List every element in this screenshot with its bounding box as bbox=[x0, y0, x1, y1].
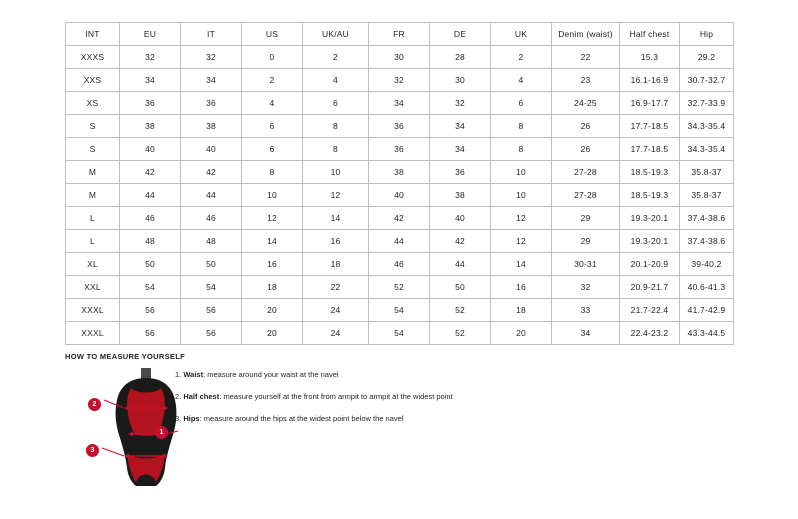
instruction-half-chest-number: 2. bbox=[175, 392, 184, 401]
cell-uk-au: 22 bbox=[303, 276, 369, 299]
cell-int: S bbox=[66, 138, 120, 161]
cell-uk: 6 bbox=[491, 92, 552, 115]
cell-eu: 56 bbox=[120, 299, 181, 322]
cell-hip: 37.4-38.6 bbox=[680, 207, 734, 230]
cell-eu: 34 bbox=[120, 69, 181, 92]
cell-denim-waist: 27-28 bbox=[552, 161, 620, 184]
column-header-half-chest: Half chest bbox=[620, 23, 680, 46]
cell-eu: 50 bbox=[120, 253, 181, 276]
cell-uk-au: 24 bbox=[303, 322, 369, 345]
cell-fr: 36 bbox=[369, 138, 430, 161]
cell-it: 56 bbox=[181, 322, 242, 345]
cell-de: 32 bbox=[430, 92, 491, 115]
cell-eu: 44 bbox=[120, 184, 181, 207]
column-header-uk-au: UK/AU bbox=[303, 23, 369, 46]
cell-half-chest: 20.9-21.7 bbox=[620, 276, 680, 299]
cell-half-chest: 19.3-20.1 bbox=[620, 207, 680, 230]
cell-de: 28 bbox=[430, 46, 491, 69]
cell-uk-au: 18 bbox=[303, 253, 369, 276]
table-row bbox=[66, 230, 734, 253]
cell-de: 52 bbox=[430, 299, 491, 322]
cell-hip: 29.2 bbox=[680, 46, 734, 69]
cell-int: XXXL bbox=[66, 322, 120, 345]
cell-uk-au: 10 bbox=[303, 161, 369, 184]
cell-eu: 40 bbox=[120, 138, 181, 161]
cell-denim-waist: 34 bbox=[552, 322, 620, 345]
cell-eu: 36 bbox=[120, 92, 181, 115]
cell-de: 52 bbox=[430, 322, 491, 345]
column-header-hip: Hip bbox=[680, 23, 734, 46]
cell-half-chest: 17.7-18.5 bbox=[620, 115, 680, 138]
cell-us: 18 bbox=[242, 276, 303, 299]
instruction-waist-number: 1. bbox=[175, 370, 184, 379]
cell-fr: 32 bbox=[369, 69, 430, 92]
table-row bbox=[66, 322, 734, 345]
cell-uk-au: 16 bbox=[303, 230, 369, 253]
marker-3: 3 bbox=[86, 444, 99, 457]
cell-uk: 4 bbox=[491, 69, 552, 92]
cell-us: 6 bbox=[242, 138, 303, 161]
table-row bbox=[66, 46, 734, 69]
cell-fr: 46 bbox=[369, 253, 430, 276]
cell-half-chest: 21.7-22.4 bbox=[620, 299, 680, 322]
cell-uk-au: 8 bbox=[303, 115, 369, 138]
size-chart-table bbox=[65, 22, 734, 345]
how-to-measure-heading: HOW TO MEASURE YOURSELF bbox=[65, 352, 185, 361]
cell-fr: 34 bbox=[369, 92, 430, 115]
column-header-it: IT bbox=[181, 23, 242, 46]
cell-it: 36 bbox=[181, 92, 242, 115]
cell-eu: 46 bbox=[120, 207, 181, 230]
cell-uk-au: 6 bbox=[303, 92, 369, 115]
cell-de: 40 bbox=[430, 207, 491, 230]
cell-it: 40 bbox=[181, 138, 242, 161]
cell-hip: 41.7-42.9 bbox=[680, 299, 734, 322]
table-row bbox=[66, 207, 734, 230]
cell-uk: 8 bbox=[491, 138, 552, 161]
cell-half-chest: 18.5-19.3 bbox=[620, 184, 680, 207]
cell-hip: 43.3-44.5 bbox=[680, 322, 734, 345]
cell-fr: 54 bbox=[369, 299, 430, 322]
cell-fr: 42 bbox=[369, 207, 430, 230]
cell-de: 44 bbox=[430, 253, 491, 276]
cell-half-chest: 16.9-17.7 bbox=[620, 92, 680, 115]
cell-hip: 35.8-37 bbox=[680, 161, 734, 184]
cell-uk-au: 12 bbox=[303, 184, 369, 207]
size-chart-table-wrapper bbox=[65, 22, 733, 345]
cell-hip: 34.3-35.4 bbox=[680, 138, 734, 161]
table-row bbox=[66, 115, 734, 138]
marker-2: 2 bbox=[88, 398, 101, 411]
cell-uk-au: 14 bbox=[303, 207, 369, 230]
instruction-hips-number: 3. bbox=[175, 414, 184, 423]
measurement-instructions bbox=[175, 370, 575, 436]
table-row bbox=[66, 138, 734, 161]
cell-half-chest: 18.5-19.3 bbox=[620, 161, 680, 184]
cell-denim-waist: 32 bbox=[552, 276, 620, 299]
column-header-de: DE bbox=[430, 23, 491, 46]
marker-1: 1 bbox=[155, 426, 168, 439]
cell-it: 34 bbox=[181, 69, 242, 92]
cell-uk: 12 bbox=[491, 230, 552, 253]
cell-fr: 30 bbox=[369, 46, 430, 69]
cell-int: XXL bbox=[66, 276, 120, 299]
cell-it: 48 bbox=[181, 230, 242, 253]
cell-uk: 18 bbox=[491, 299, 552, 322]
cell-half-chest: 17.7-18.5 bbox=[620, 138, 680, 161]
cell-denim-waist: 26 bbox=[552, 115, 620, 138]
cell-denim-waist: 30-31 bbox=[552, 253, 620, 276]
cell-it: 54 bbox=[181, 276, 242, 299]
cell-eu: 38 bbox=[120, 115, 181, 138]
cell-fr: 36 bbox=[369, 115, 430, 138]
instruction-waist-text: : measure around your waist at the navel bbox=[203, 370, 339, 379]
column-header-fr: FR bbox=[369, 23, 430, 46]
cell-hip: 32.7-33.9 bbox=[680, 92, 734, 115]
cell-de: 34 bbox=[430, 115, 491, 138]
cell-it: 44 bbox=[181, 184, 242, 207]
cell-int: XXXL bbox=[66, 299, 120, 322]
instruction-half-chest bbox=[175, 392, 575, 401]
table-row bbox=[66, 276, 734, 299]
cell-de: 38 bbox=[430, 184, 491, 207]
cell-it: 56 bbox=[181, 299, 242, 322]
cell-half-chest: 19.3-20.1 bbox=[620, 230, 680, 253]
cell-hip: 30.7-32.7 bbox=[680, 69, 734, 92]
cell-half-chest: 16.1-16.9 bbox=[620, 69, 680, 92]
cell-eu: 56 bbox=[120, 322, 181, 345]
instruction-half-chest-term: Half chest bbox=[183, 392, 220, 401]
cell-denim-waist: 29 bbox=[552, 207, 620, 230]
cell-denim-waist: 33 bbox=[552, 299, 620, 322]
column-header-denim-waist: Denim (waist) bbox=[552, 23, 620, 46]
cell-eu: 48 bbox=[120, 230, 181, 253]
cell-denim-waist: 27-28 bbox=[552, 184, 620, 207]
cell-hip: 35.8-37 bbox=[680, 184, 734, 207]
column-header-int: INT bbox=[66, 23, 120, 46]
cell-denim-waist: 26 bbox=[552, 138, 620, 161]
cell-hip: 37.4-38.6 bbox=[680, 230, 734, 253]
cell-it: 32 bbox=[181, 46, 242, 69]
cell-it: 46 bbox=[181, 207, 242, 230]
cell-uk: 8 bbox=[491, 115, 552, 138]
cell-int: XS bbox=[66, 92, 120, 115]
column-header-us: US bbox=[242, 23, 303, 46]
cell-us: 6 bbox=[242, 115, 303, 138]
cell-de: 50 bbox=[430, 276, 491, 299]
cell-us: 2 bbox=[242, 69, 303, 92]
cell-de: 30 bbox=[430, 69, 491, 92]
cell-de: 34 bbox=[430, 138, 491, 161]
cell-us: 10 bbox=[242, 184, 303, 207]
cell-it: 38 bbox=[181, 115, 242, 138]
cell-denim-waist: 29 bbox=[552, 230, 620, 253]
table-row bbox=[66, 92, 734, 115]
cell-denim-waist: 22 bbox=[552, 46, 620, 69]
instruction-hips-term: Hips bbox=[183, 414, 200, 423]
cell-int: XXS bbox=[66, 69, 120, 92]
cell-it: 50 bbox=[181, 253, 242, 276]
cell-us: 0 bbox=[242, 46, 303, 69]
cell-us: 8 bbox=[242, 161, 303, 184]
cell-half-chest: 15.3 bbox=[620, 46, 680, 69]
cell-hip: 34.3-35.4 bbox=[680, 115, 734, 138]
cell-us: 16 bbox=[242, 253, 303, 276]
cell-uk: 20 bbox=[491, 322, 552, 345]
cell-uk-au: 8 bbox=[303, 138, 369, 161]
cell-half-chest: 20.1-20.9 bbox=[620, 253, 680, 276]
cell-eu: 32 bbox=[120, 46, 181, 69]
cell-de: 36 bbox=[430, 161, 491, 184]
column-header-eu: EU bbox=[120, 23, 181, 46]
cell-uk: 12 bbox=[491, 207, 552, 230]
cell-uk: 14 bbox=[491, 253, 552, 276]
cell-eu: 54 bbox=[120, 276, 181, 299]
cell-denim-waist: 23 bbox=[552, 69, 620, 92]
cell-uk-au: 2 bbox=[303, 46, 369, 69]
cell-int: M bbox=[66, 184, 120, 207]
table-row bbox=[66, 161, 734, 184]
instruction-half-chest-text: : measure yourself at the front from armpit to armpit at the widest point bbox=[219, 392, 453, 401]
cell-hip: 40.6-41.3 bbox=[680, 276, 734, 299]
table-row bbox=[66, 184, 734, 207]
cell-uk: 2 bbox=[491, 46, 552, 69]
cell-de: 42 bbox=[430, 230, 491, 253]
cell-eu: 42 bbox=[120, 161, 181, 184]
cell-int: L bbox=[66, 207, 120, 230]
cell-int: M bbox=[66, 161, 120, 184]
cell-fr: 54 bbox=[369, 322, 430, 345]
cell-uk: 10 bbox=[491, 161, 552, 184]
cell-it: 42 bbox=[181, 161, 242, 184]
cell-fr: 44 bbox=[369, 230, 430, 253]
cell-uk: 16 bbox=[491, 276, 552, 299]
cell-uk: 10 bbox=[491, 184, 552, 207]
cell-int: S bbox=[66, 115, 120, 138]
cell-int: XXXS bbox=[66, 46, 120, 69]
cell-fr: 52 bbox=[369, 276, 430, 299]
table-row bbox=[66, 299, 734, 322]
cell-fr: 40 bbox=[369, 184, 430, 207]
cell-int: L bbox=[66, 230, 120, 253]
instruction-waist bbox=[175, 370, 575, 379]
instruction-waist-term: Waist bbox=[183, 370, 204, 379]
cell-us: 4 bbox=[242, 92, 303, 115]
cell-half-chest: 22.4-23.2 bbox=[620, 322, 680, 345]
cell-us: 12 bbox=[242, 207, 303, 230]
cell-fr: 38 bbox=[369, 161, 430, 184]
instruction-hips-text: : measure around the hips at the widest point below the navel bbox=[199, 414, 404, 423]
cell-us: 14 bbox=[242, 230, 303, 253]
instruction-hips bbox=[175, 414, 575, 423]
table-row bbox=[66, 69, 734, 92]
cell-us: 20 bbox=[242, 299, 303, 322]
table-row bbox=[66, 253, 734, 276]
cell-denim-waist: 24-25 bbox=[552, 92, 620, 115]
cell-us: 20 bbox=[242, 322, 303, 345]
cell-int: XL bbox=[66, 253, 120, 276]
table-header-row bbox=[66, 23, 734, 46]
cell-uk-au: 4 bbox=[303, 69, 369, 92]
cell-hip: 39-40.2 bbox=[680, 253, 734, 276]
column-header-uk: UK bbox=[491, 23, 552, 46]
cell-uk-au: 24 bbox=[303, 299, 369, 322]
